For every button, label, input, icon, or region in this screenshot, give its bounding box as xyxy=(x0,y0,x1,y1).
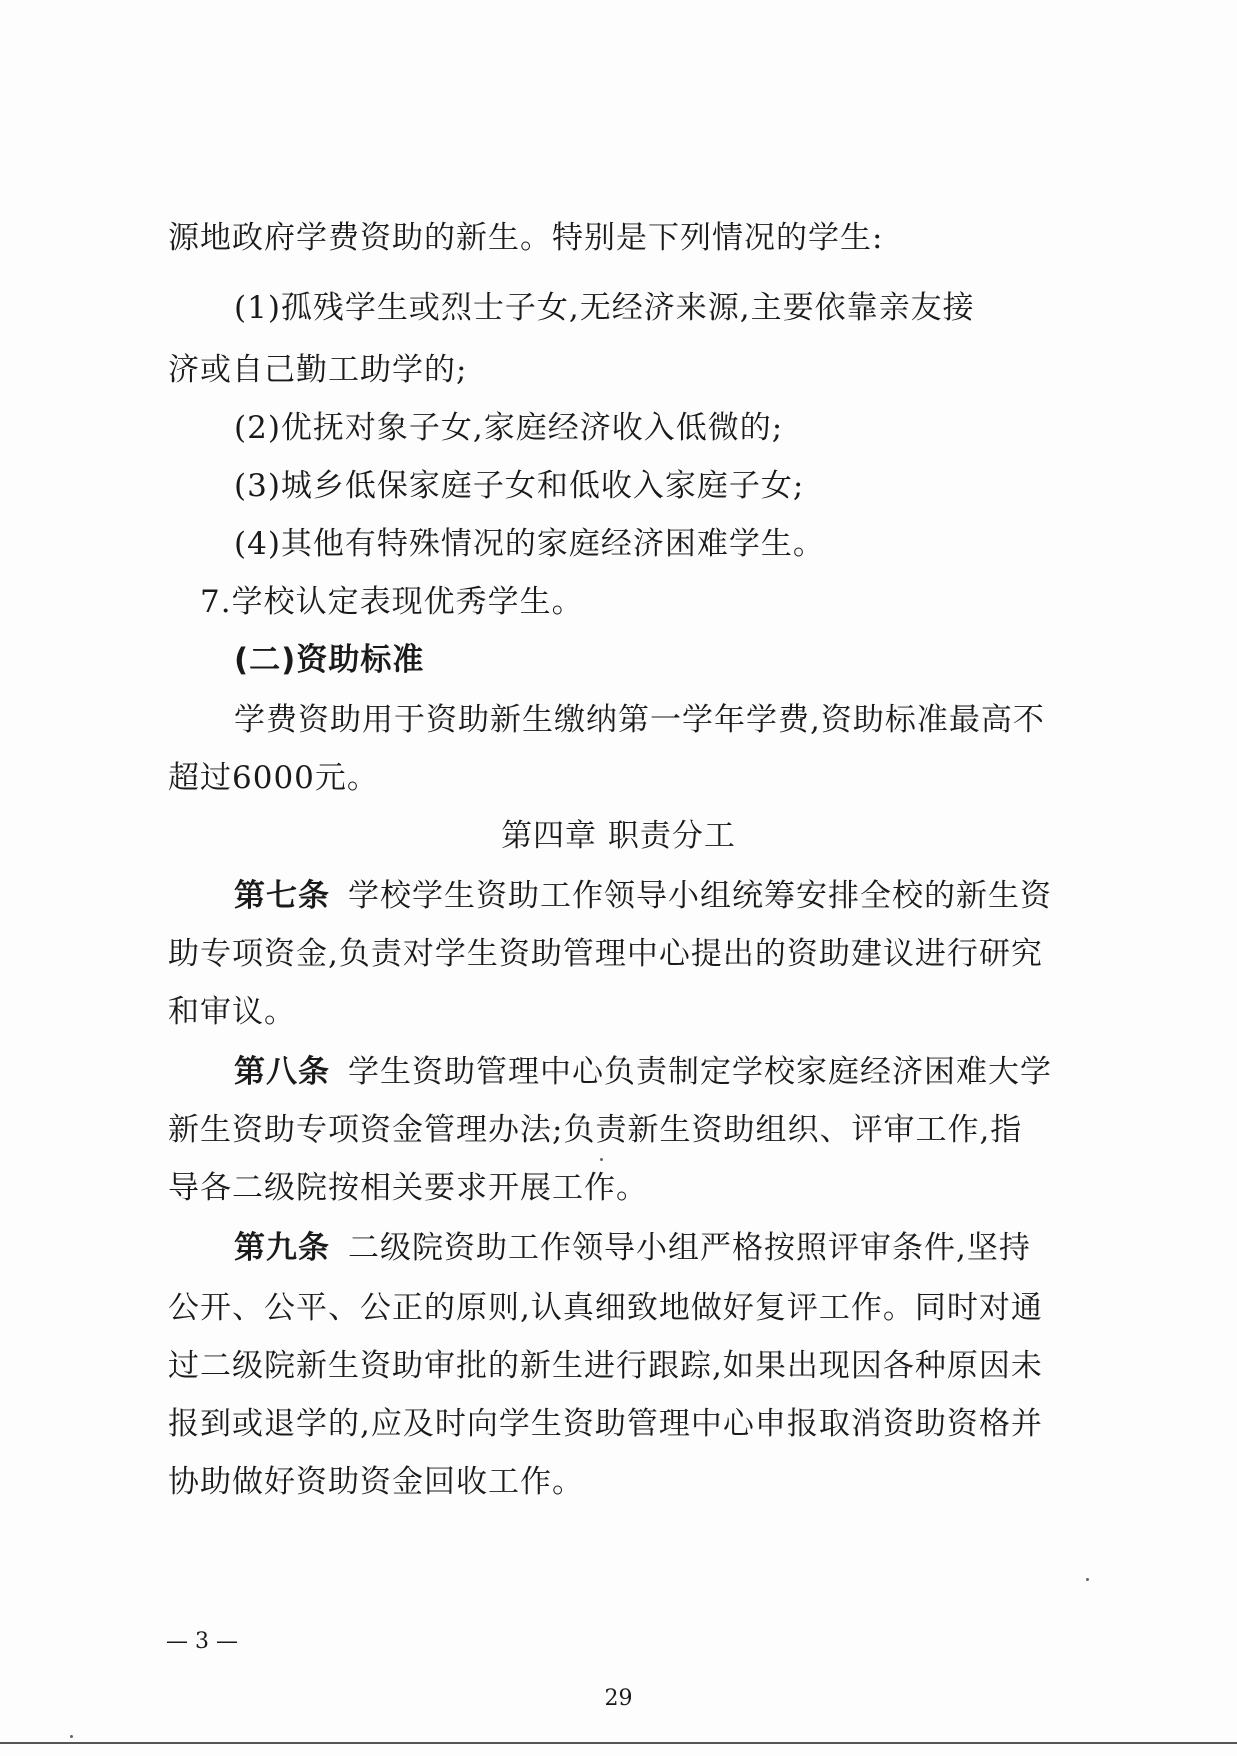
body-line: 超过6000元。 xyxy=(168,760,379,796)
body-line: 源地政府学费资助的新生。特别是下列情况的学生: xyxy=(168,220,884,256)
article-first-line xyxy=(234,1228,1154,1268)
list-item: (2)优抚对象子女,家庭经济收入低微的; xyxy=(234,410,784,446)
list-item: 7.学校认定表现优秀学生。 xyxy=(200,584,584,620)
scan-speck xyxy=(70,1735,73,1738)
section-subheading: (二)资助标准 xyxy=(234,642,425,678)
scan-speck xyxy=(1086,1578,1089,1581)
body-line: 济或自己勤工助学的; xyxy=(168,352,468,388)
list-item: (3)城乡低保家庭子女和低收入家庭子女; xyxy=(234,468,805,504)
scan-bottom-rule xyxy=(0,1742,1237,1744)
list-item: (4)其他有特殊情况的家庭经济困难学生。 xyxy=(234,526,825,562)
article-label: 第九条 xyxy=(234,1230,330,1266)
article-first-line xyxy=(234,876,1154,916)
article-text: 协助做好资助资金回收工作。 xyxy=(168,1464,584,1500)
body-line: 学费资助用于资助新生缴纳第一学年学费,资助标准最高不 xyxy=(234,702,1045,738)
article-first-line xyxy=(234,1052,1154,1092)
inner-page-number: — 3 — xyxy=(166,1629,238,1654)
chapter-title: 第四章 职责分工 xyxy=(501,818,736,854)
article-text: 新生资助专项资金管理办法;负责新生资助组织、评审工作,指 xyxy=(168,1112,1023,1148)
article-text: 导各二级院按相关要求开展工作。 xyxy=(168,1170,648,1206)
article-text: 学校学生资助工作领导小组统筹安排全校的新生资 xyxy=(348,878,1052,914)
article-label: 第八条 xyxy=(234,1054,330,1090)
article-text: 和审议。 xyxy=(168,994,296,1030)
article-text: 二级院资助工作领导小组严格按照评审条件,坚持 xyxy=(348,1230,1031,1266)
list-item: (1)孤残学生或烈士子女,无经济来源,主要依靠亲友接 xyxy=(234,290,975,326)
article-text: 报到或退学的,应及时向学生资助管理中心申报取消资助资格并 xyxy=(168,1406,1043,1442)
article-text: 过二级院新生资助审批的新生进行跟踪,如果出现因各种原因未 xyxy=(168,1348,1043,1384)
article-label: 第七条 xyxy=(234,878,330,914)
article-text: 助专项资金,负责对学生资助管理中心提出的资助建议进行研究 xyxy=(168,936,1043,972)
article-text: 学生资助管理中心负责制定学校家庭经济困难大学 xyxy=(348,1054,1052,1090)
article-text: 公开、公平、公正的原则,认真细致地做好复评工作。同时对通 xyxy=(168,1290,1043,1326)
outer-page-number: 29 xyxy=(604,1686,633,1711)
scan-speck xyxy=(600,1158,603,1161)
